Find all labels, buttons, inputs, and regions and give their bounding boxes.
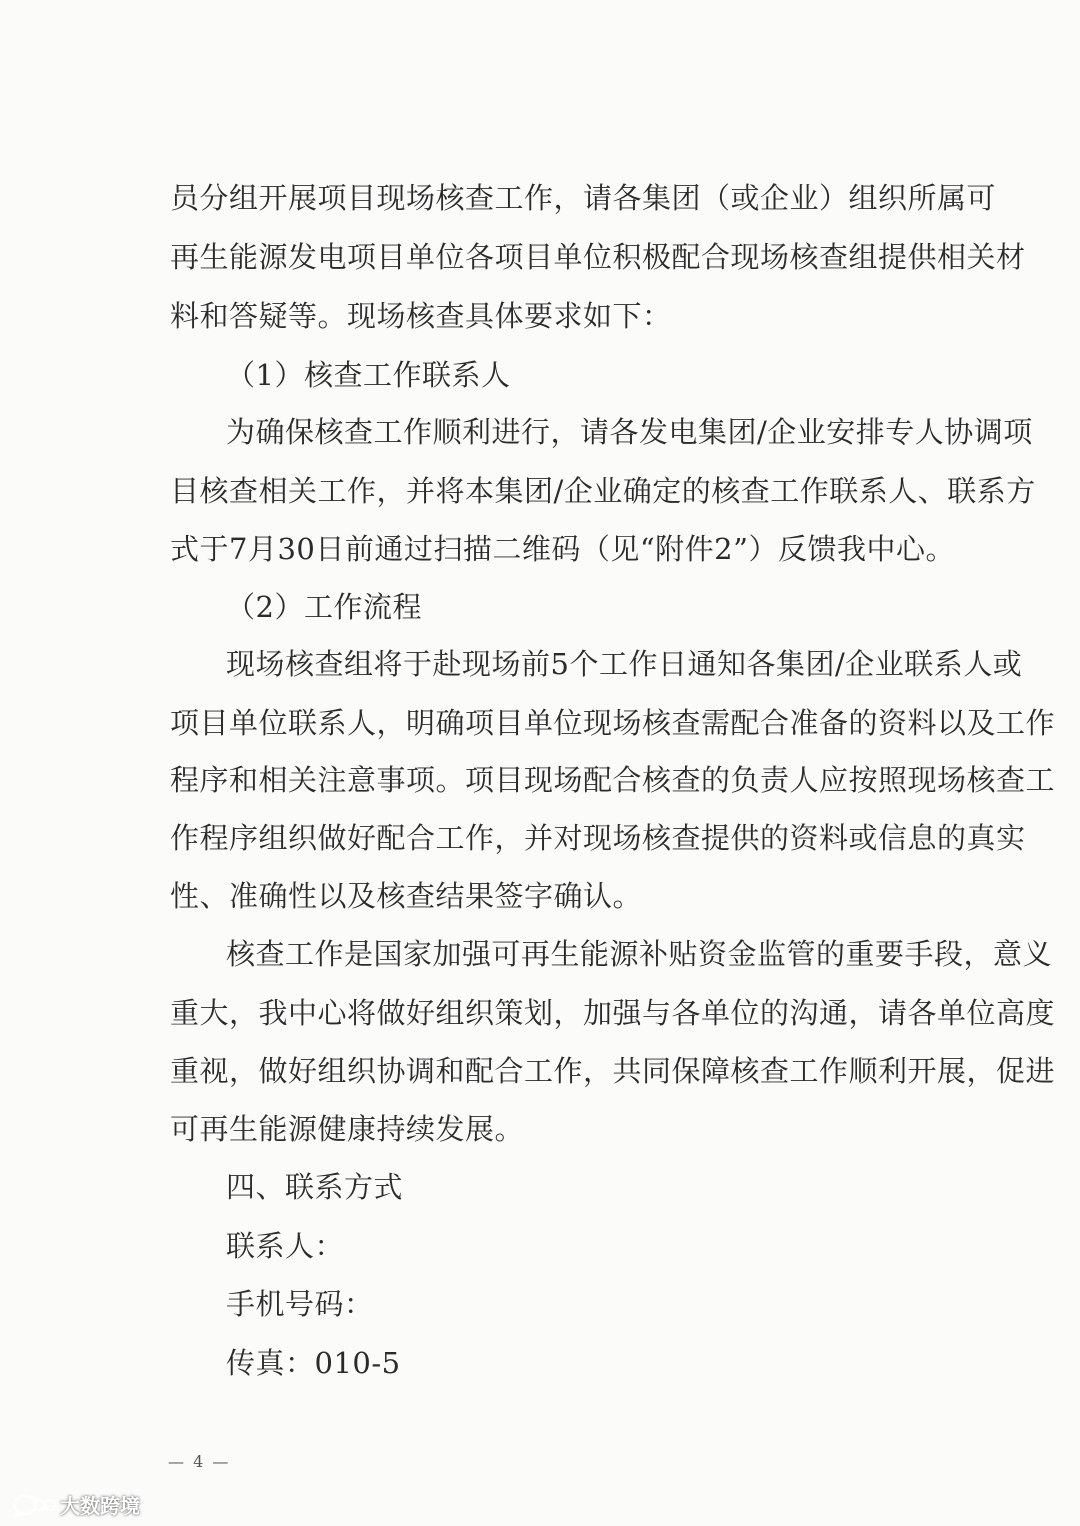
paragraph-line: 再生能源发电项目单位各项目单位积极配合现场核查组提供相关材 [170,240,1026,274]
section-heading-contact-person: （1）核查工作联系人 [226,358,511,392]
paragraph-line: 式于7月30日前通过扫描二维码（见“附件2”）反馈我中心。 [170,532,955,566]
contact-person-label: 联系人： [226,1229,345,1263]
fax-label: 传真：010-5 [226,1346,401,1380]
chat-bubble-logo-icon [12,1492,56,1518]
paragraph-line: 现场核查组将于赴现场前5个工作日通知各集团/企业联系人或 [226,647,1023,681]
paragraph-line: 目核查相关工作，并将本集团/企业确定的核查工作联系人、联系方 [170,474,1036,508]
mobile-number-label: 手机号码： [226,1287,374,1321]
paragraph-line: 性、准确性以及核查结果签字确认。 [170,879,643,913]
paragraph-line: 程序和相关注意事项。项目现场配合核查的负责人应按照现场核查工 [170,763,1056,797]
section-heading-workflow: （2）工作流程 [226,590,422,624]
paragraph-line: 核查工作是国家加强可再生能源补贴资金监管的重要手段，意义 [226,937,1053,971]
watermark [12,1490,140,1519]
paragraph-line: 员分组开展项目现场核查工作，请各集团（或企业）组织所属可 [170,181,997,215]
paragraph-line: 重视，做好组织协调和配合工作，共同保障核查工作顺利开展，促进 [170,1054,1056,1088]
paragraph-line: 重大，我中心将做好组织策划，加强与各单位的沟通，请各单位高度 [170,996,1056,1030]
section-heading-contact-info: 四、联系方式 [226,1170,404,1204]
paragraph-line: 可再生能源健康持续发展。 [170,1112,525,1146]
paragraph-line: 料和答疑等。现场核查具体要求如下： [170,299,672,333]
paragraph-line: 为确保核查工作顺利进行，请各发电集团/企业安排专人协调项 [226,415,1033,449]
page-number: — 4 — [168,1452,231,1471]
paragraph-line: 项目单位联系人，明确项目单位现场核查需配合准备的资料以及工作 [170,706,1056,740]
paragraph-line: 作程序组织做好配合工作，并对现场核查提供的资料或信息的真实 [170,821,1026,855]
watermark-text: 大数跨境 [60,1494,140,1518]
